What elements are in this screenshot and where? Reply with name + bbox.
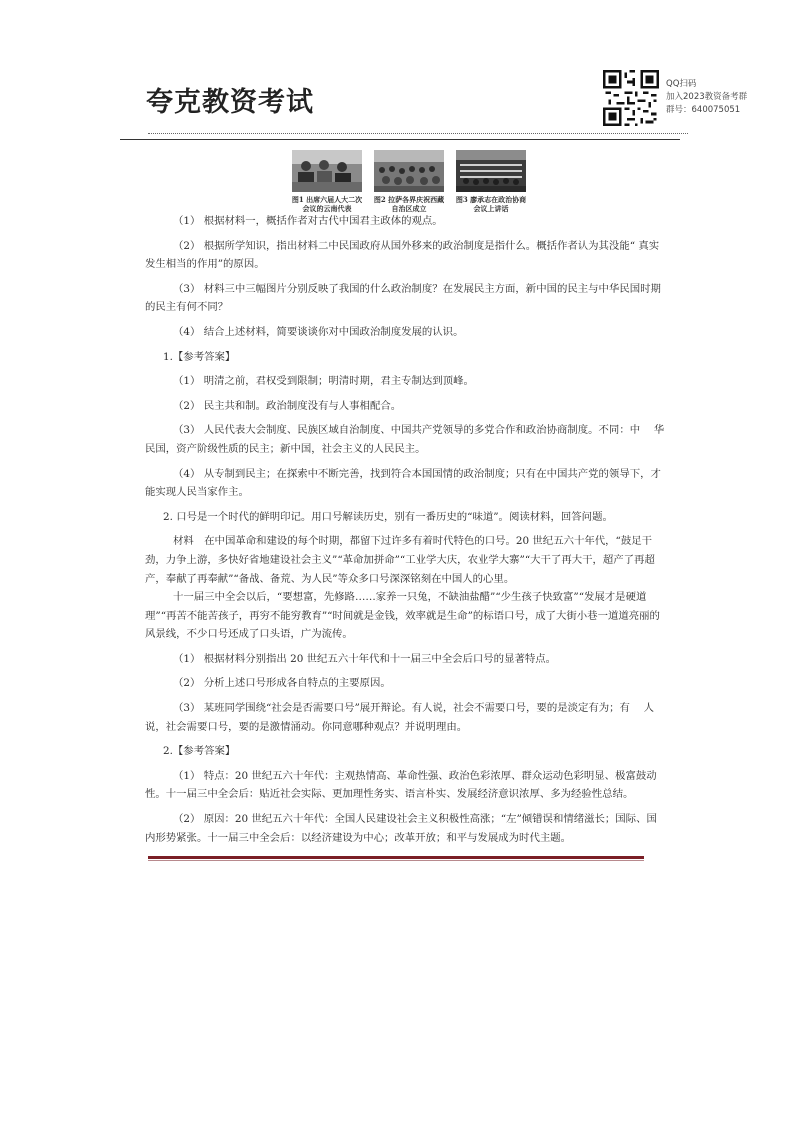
question-1-1: （1） 根据材料一，概括作者对古代中国君主政体的观点。 bbox=[173, 215, 443, 227]
answer-heading-1: 1.【参考答案】 bbox=[163, 350, 236, 363]
question-2-1: （1） 根据材料分别指出 20 世纪五六十年代和十一届三中全会后口号的显著特点。 bbox=[173, 652, 557, 665]
answer-1-1: （1） 明清之前，君权受到限制；明清时期，君主专制达到顶峰。 bbox=[173, 375, 474, 388]
photo-yunnan-delegates bbox=[292, 150, 362, 192]
article-body bbox=[145, 212, 665, 847]
qr-caption bbox=[666, 78, 747, 117]
photo-caption: 图1 出席六届人大二次会议的云南代表 bbox=[291, 195, 363, 213]
brand-logo-text: 夸克教资考试 bbox=[146, 87, 314, 118]
header-divider bbox=[120, 139, 680, 140]
qr-caption-line: QQ扫码 bbox=[666, 79, 697, 89]
question-2-intro: 2. 口号是一个时代的鲜明印记。用口号解读历史，别有一番历史的“味道”。阅读材料，回答问题。 bbox=[163, 510, 613, 523]
material-paragraph: 十一届三中全会以后，“要想富，先修路……家养一只兔，不缺油盐醋”“少生孩子快致富”“发展才是硬道理”“再苦不能苦孩子，再穷不能穷教育”“时间就是金钱，效率就是生命”的标语口号，成了大街小巷一道道亮丽的风景线，不少口号还成了口头语，广为流传。 bbox=[145, 591, 660, 641]
answer-heading-2: 2.【参考答案】 bbox=[163, 745, 236, 758]
question-2-2: （2） 分析上述口号形成各自特点的主要原因。 bbox=[173, 677, 391, 690]
question-2-3: （3） 某班同学围绕“社会是否需要口号”展开辩论。有人说，社会不需要口号，要的是淡定有为；有 人说，社会需要口号，要的是激情涌动。你同意哪种观点？并说明理由。 bbox=[145, 702, 655, 733]
answer-2-2: （2） 原因：20 世纪五六十年代：全国人民建设社会主义积极性高涨；“左”倾错误和情绪滋长；国际、国内形势紧张。十一届三中全会后：以经济建设为中心；改革开放；和平与发展成为时代主题。 bbox=[145, 813, 657, 844]
header-dotted-divider bbox=[148, 133, 688, 134]
photo-caption: 图2 拉萨各界庆祝西藏自治区成立 bbox=[373, 195, 445, 213]
photo-liao-chengzhi-speech bbox=[456, 150, 526, 192]
answer-2-1: （1） 特点：20 世纪五六十年代：主观热情高、革命性强、政治色彩浓厚、群众运动色彩明显、极富鼓动性。十一届三中全会后：贴近社会实际、更加理性务实、语言朴实、发展经济意识浓厚、多为经验性总结。 bbox=[145, 769, 657, 801]
material-paragraph: 材料 在中国革命和建设的每个时期，都留下过许多有着时代特色的口号。20 世纪五六十年代，“鼓足干劲，力争上游，多快好省地建设社会主义”“革命加拼命”“工业学大庆，农业学大寨”“大干了再大干，超产了再超产，奉献了再奉献”“备战、备荒、为人民”等众多口号深深铭刻在中国人的心里。 bbox=[145, 535, 655, 585]
qr-caption-line: 加入2023教资备考群 bbox=[666, 92, 748, 102]
qr-caption-line: 群号：640075051 bbox=[666, 105, 741, 115]
qr-code-icon bbox=[603, 70, 659, 126]
photo-caption: 图3 廖承志在政治协商会议上讲话 bbox=[455, 195, 527, 213]
photo-strip bbox=[290, 150, 530, 216]
answer-1-2: （2） 民主共和制。政治制度没有与人事相配合。 bbox=[173, 399, 402, 412]
question-1-4: （4） 结合上述材料，简要谈谈你对中国政治制度发展的认识。 bbox=[173, 325, 464, 338]
question-1-3: （3） 材料三中三幅图片分别反映了我国的什么政治制度？在发展民主方面，新中国的民主与中华民国时期的民主有何不同？ bbox=[145, 282, 661, 314]
footer-divider bbox=[148, 856, 644, 859]
photo-lhasa-celebration bbox=[374, 150, 444, 192]
answer-1-4: （4） 从专制到民主；在探索中不断完善，找到符合本国国情的政治制度；只有在中国共产党的领导下，才能实现人民当家作主。 bbox=[145, 467, 661, 499]
footer-divider-thin bbox=[148, 860, 644, 861]
answer-1-3: （3） 人民代表大会制度、民族区域自治制度、中国共产党领导的多党合作和政治协商制度。不同：中 华民国，资产阶级性质的民主；新中国，社会主义的人民民主。 bbox=[145, 424, 665, 455]
question-1-2: （2） 根据所学知识，指出材料二中民国政府从国外移来的政治制度是指什么。概括作者认为其没能“ 真实发生相当的作用”的原因。 bbox=[145, 239, 660, 271]
